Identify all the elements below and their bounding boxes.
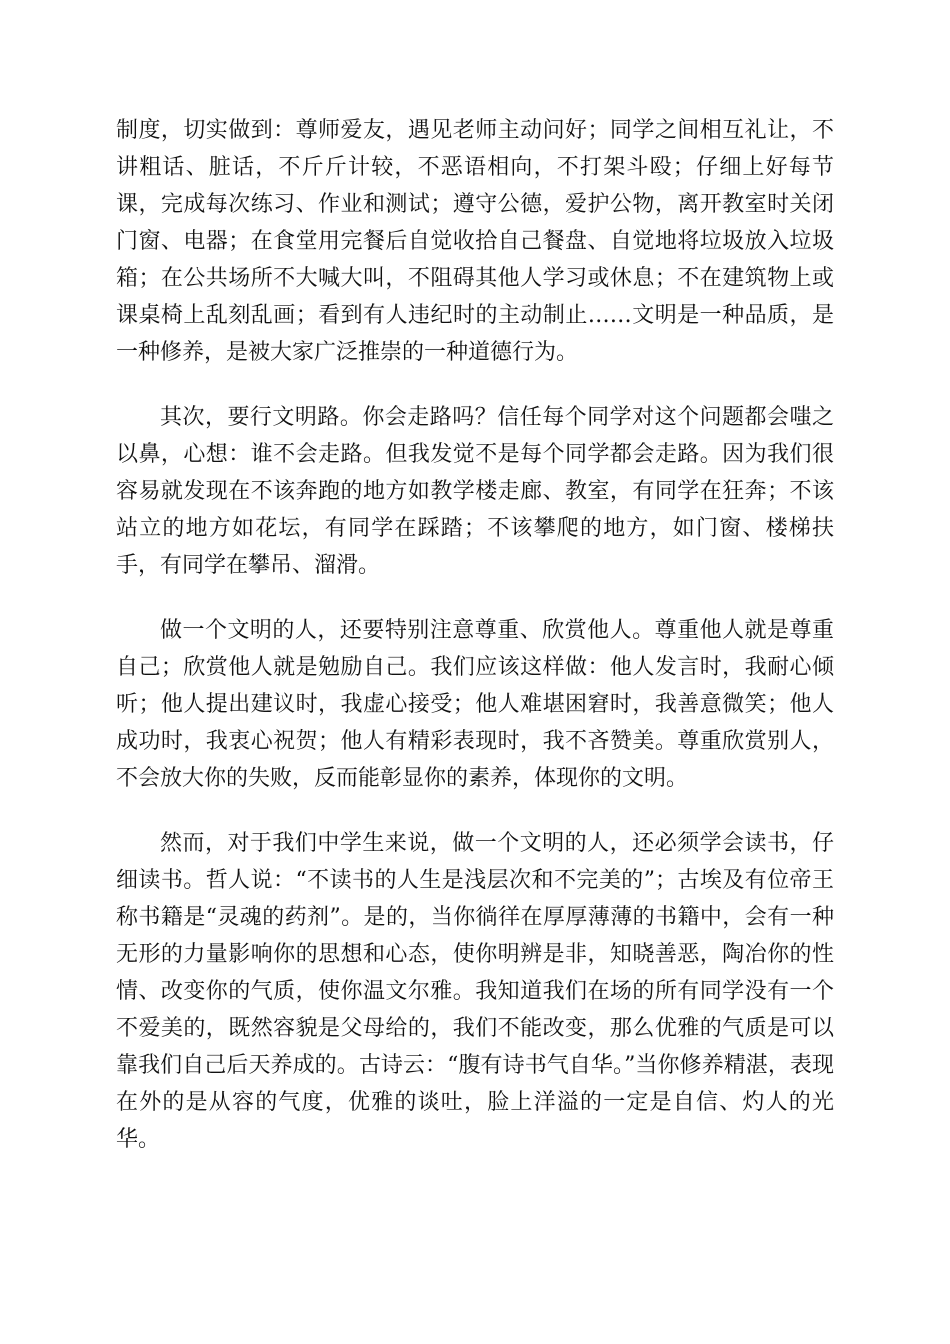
paragraph-continuation: 制度，切实做到：尊师爱友，遇见老师主动问好；同学之间相互礼让，不讲粗话、脏话，不斤斤计较，不恶语相向，不打架斗殴；仔细上好每节课，完成每次练习、作业和测试；遵守公德，爱护公物，离开教室时关闭门窗、电器；在食堂用完餐后自觉收拾自己餐盘、自觉地将垃圾放入垃圾箱；在公共场所不大喊大叫，不阻碍其他人学习或休息；不在建筑物上或课桌椅上乱刻乱画；看到有人违纪时的主动制止……文明是一种品质，是一种修养，是被大家广泛推崇的一种道德行为。 bbox=[116, 118, 834, 365]
paragraph-respect-others: 做一个文明的人，还要特别注意尊重、欣赏他人。尊重他人就是尊重自己；欣赏他人就是勉励自己。我们应该这样做：他人发言时，我耐心倾听；他人提出建议时，我虚心接受；他人难堪困窘时，我善意微笑；他人成功时，我衷心祝贺；他人有精彩表现时，我不吝赞美。尊重欣赏别人，不会放大你的失败，反而能彰显你的素养，体现你的文明。 bbox=[116, 618, 834, 791]
document-page bbox=[116, 112, 834, 1186]
paragraph-civilized-walking: 其次，要行文明路。你会走路吗？信任每个同学对这个问题都会嗤之以鼻，心想：谁不会走路。但我发觉不是每个同学都会走路。因为我们很容易就发现在不该奔跑的地方如教学楼走廊、教室，有同学在狂奔；不该站立的地方如花坛，有同学在踩踏；不该攀爬的地方，如门窗、楼梯扶手，有同学在攀吊、溜滑。 bbox=[116, 405, 834, 578]
paragraph-reading-books: 然而，对于我们中学生来说，做一个文明的人，还必须学会读书，仔细读书。哲人说：“不读书的人生是浅层次和不完美的”；古埃及有位帝王称书籍是“灵魂的药剂”。是的，当你徜徉在厚厚薄薄的书籍中，会有一种无形的力量影响你的思想和心态，使你明辨是非，知晓善恶，陶冶你的性情、改变你的气质，使你温文尔雅。我知道我们在场的所有同学没有一个不爱美的，既然容貌是父母给的，我们不能改变，那么优雅的气质是可以靠我们自己后天养成的。古诗云：“腹有诗书气自华。”当你修养精湛，表现在外的是从容的气度，优雅的谈吐，脸上洋溢的一定是自信、灼人的光华。 bbox=[116, 831, 834, 1152]
